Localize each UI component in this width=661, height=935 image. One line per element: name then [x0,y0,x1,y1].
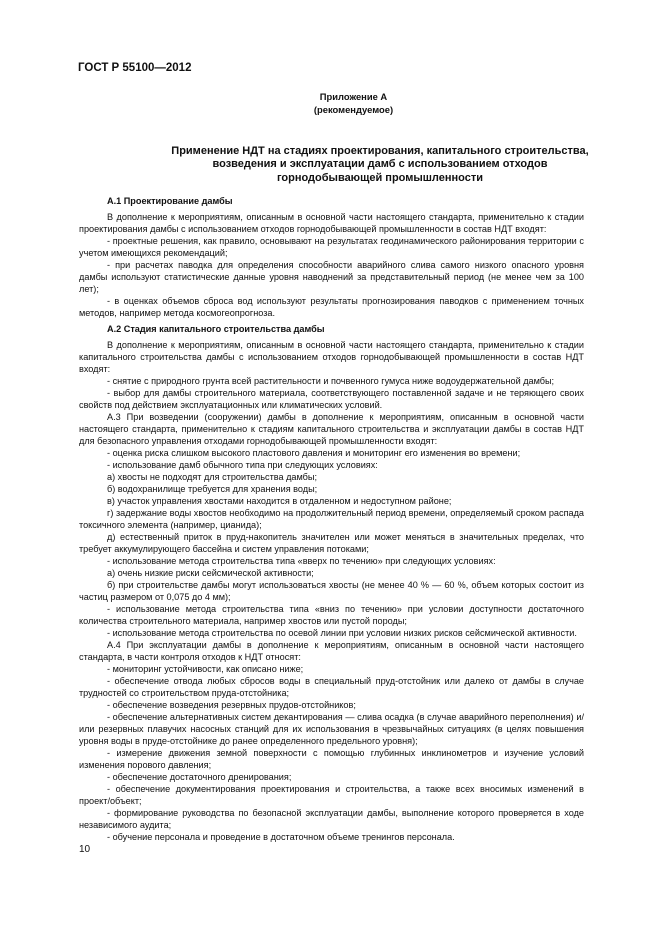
paragraph: б) при строительстве дамбы могут использоваться хвосты (не менее 40 % — 60 %, объем которых состоит из частиц размером от 0,075 до 4 мм); [79,580,584,602]
paragraph: - при расчетах паводка для определения способности аварийного слива самого низкого опасного уровня дамбы используют статистические данные уровня наводнений за представительный период (не менее чем за 100 лет); [79,260,584,294]
paragraph: в) участок управления хвостами находится в отдаленном и недоступном районе; [107,496,452,506]
paragraph: В дополнение к мероприятиям, описанным в основной части настоящего стандарта, применительно к стадии проектирования дамбы с использованием отходов горнодобывающей промышленности в состав НДТ входят: [79,212,584,234]
page-number: 10 [79,844,91,855]
standard-header: ГОСТ Р 55100—2012 [78,62,192,74]
appendix-heading [0,91,661,116]
paragraph: - обеспечение достаточного дренирования; [107,772,292,782]
paragraph: а) очень низкие риски сейсмической активности; [107,568,314,578]
paragraph: - выбор для дамбы строительного материала, соответствующего поставленной задаче и не теряющего своих свойств под действием эксплуатационных или климатических условий. [79,388,584,410]
paragraph: - измерение движения земной поверхности с помощью глубинных инклинометров и изучение условий изменения порового давления; [79,748,584,770]
paragraph: - обеспечение документирования проектирования и строительства, а также всех вносимых изменений в проект/объект; [79,784,584,806]
paragraph: В дополнение к мероприятиям, описанным в основной части настоящего стандарта, применительно к стадии капитального строительства дамбы с использованием отходов горнодобывающей промышленности в состав НДТ входят: [79,340,584,374]
paragraph: - использование метода строительства типа «вверх по течению» при следующих условиях: [107,556,496,566]
paragraph: - использование метода строительства по осевой линии при условии низких рисков сейсмической активности. [107,628,577,638]
paragraph: - оценка риска слишком высокого пластового давления и мониторинг его изменения во времени; [107,448,521,458]
paragraph: - формирование руководства по безопасной эксплуатации дамбы, выполнение которого проверяется в ходе независимого аудита; [79,808,584,830]
title-line: Применение НДТ на стадиях проектирования, капитального строительства, [171,145,589,157]
paragraph: - использование дамб обычного типа при следующих условиях: [107,460,378,470]
document-title [120,145,640,185]
title-line: горнодобывающей промышленности [276,171,484,184]
section-heading-a2: А.2 Стадия капитального строительства дамбы [107,324,325,334]
appendix-status: (рекомендуемое) [313,103,394,115]
paragraph: а) хвосты не подходят для строительства дамбы; [107,472,317,482]
appendix-label: Приложение А [319,91,388,102]
paragraph: б) водохранилище требуется для хранения воды; [107,484,318,494]
paragraph: г) задержание воды хвостов необходимо на продолжительный период времени, определяемый сроком распада токсичного элемента (например, цианида); [79,508,584,530]
paragraph: А.4 При эксплуатации дамбы в дополнение к мероприятиям, описанным в основной части настоящего стандарта, в части контроля отходов к НДТ относят: [79,640,584,662]
document-body [79,195,584,843]
paragraph: А.3 При возведении (сооружении) дамбы в дополнение к мероприятиям, описанным в основной части настоящего стандарта, применительно к стадиям капитального строительства и эксплуатации дамбы в состав НДТ для безопасного управления отходами горнодобывающей промышленности входят: [79,412,584,446]
paragraph: - использование метода строительства типа «вниз по течению» при условии доступности достаточного количества строительного материала, например хвостов или пустой породы; [79,604,584,626]
title-line: возведения и эксплуатации дамб с использованием отходов [212,158,548,171]
paragraph: - обеспечение возведения резервных прудов-отстойников; [107,700,356,710]
paragraph: - мониторинг устойчивости, как описано ниже; [107,664,304,674]
paragraph: - обеспечение альтернативных систем декантирования — слива осадка (в случае аварийного переполнения) и/или резервных плавучих насосных станций для их использования в чрезвычайных ситуациях (в целях повышения уровня воды в пруде-отстойнике до ранее определенного предельного уровня); [79,712,584,746]
section-heading-a1: А.1 Проектирование дамбы [107,196,233,206]
paragraph: д) естественный приток в пруд-накопитель значителен или может меняться в значительных пределах, что требует аккумулирующего бассейна и систем управления потоками; [79,532,584,554]
paragraph: - обеспечение отвода любых сбросов воды в специальный пруд-отстойник или далеко от дамбы в случае трудностей со строительством пруда-отстойника; [79,676,584,698]
paragraph: - проектные решения, как правило, основывают на результатах геодинамического районирования территории с учетом имеющихся рекомендаций; [79,236,584,258]
paragraph: - снятие с природного грунта всей растительности и почвенного гумуса ниже водоудержательной дамбы; [107,376,555,386]
paragraph: - в оценках объемов сброса вод используют результаты прогнозирования паводков с применением точных методов, например метода космогеопрогноза. [79,296,584,318]
paragraph: - обучение персонала и проведение в достаточном объеме тренингов персонала. [107,832,455,842]
